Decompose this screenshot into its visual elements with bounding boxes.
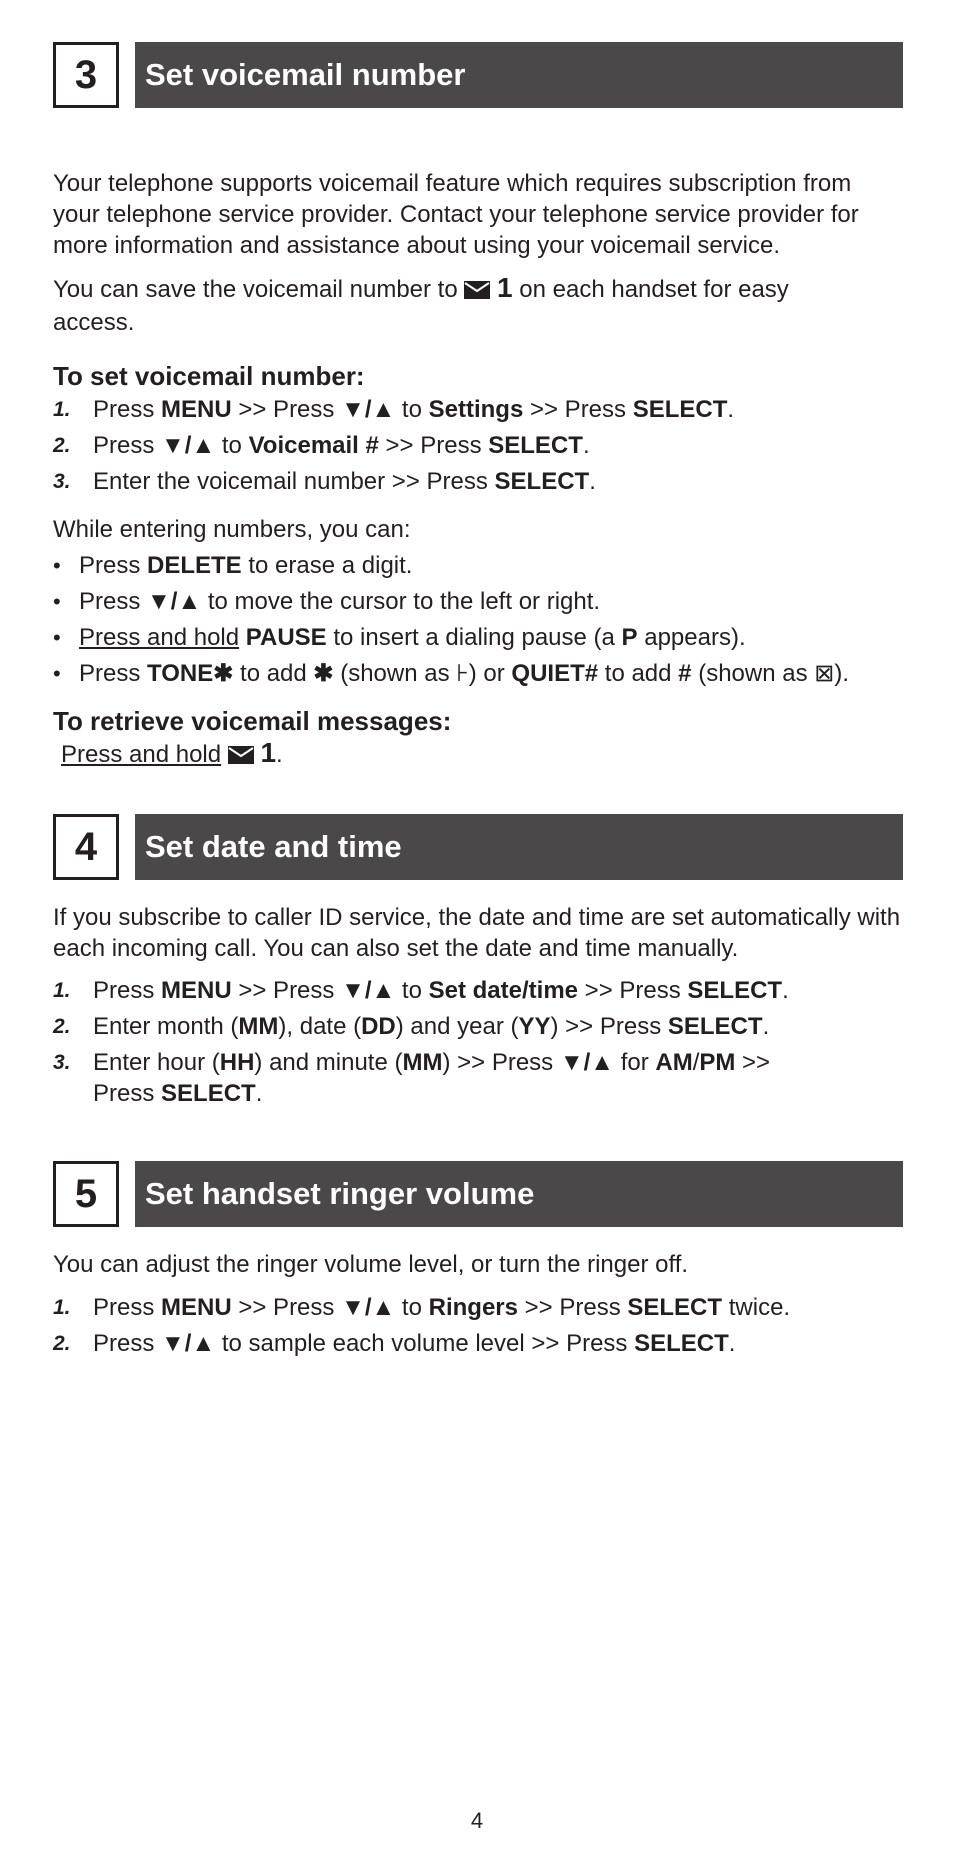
section-header <box>53 814 903 882</box>
text-span: to <box>395 396 429 423</box>
text-span: twice. <box>722 1294 791 1321</box>
key-label: HH <box>219 1049 255 1076</box>
step-number: 1. <box>53 1296 71 1319</box>
ringer-steps <box>53 1292 903 1359</box>
text-span: appears). <box>637 624 746 651</box>
key-label: AM <box>655 1049 693 1076</box>
step-number: 2. <box>53 1015 71 1038</box>
menu-label: Voicemail # <box>248 432 379 459</box>
step-number: 2. <box>53 1332 71 1355</box>
key-label: QUIET# <box>511 660 599 687</box>
key-1: 1 <box>497 272 513 303</box>
key-label: MM <box>238 1013 279 1040</box>
key-label: TONE✱ <box>147 660 234 687</box>
nav-keys-label: ▼/▲ <box>147 588 202 615</box>
section-number-box: 4 <box>53 814 119 880</box>
list-item <box>53 1047 813 1109</box>
section-header <box>53 42 903 110</box>
envelope-icon <box>464 276 490 307</box>
list-item <box>53 975 903 1006</box>
key-label: SELECT <box>494 468 590 495</box>
list-item <box>53 1292 903 1323</box>
text-span: / <box>692 1049 700 1076</box>
text-span: to <box>215 432 249 459</box>
key-label: DD <box>361 1013 396 1040</box>
entry-tips-list <box>53 550 903 689</box>
text-span: Enter hour ( <box>93 1049 220 1076</box>
text-span: . <box>582 432 590 459</box>
text-span: >> Press <box>378 432 489 459</box>
text-span: . <box>276 741 283 768</box>
text-span: Press <box>93 432 162 459</box>
text-span: to add <box>233 660 314 687</box>
text-span: >> Press <box>231 396 342 423</box>
text-span: . <box>782 977 789 1004</box>
step-number: 3. <box>53 470 71 493</box>
nav-keys-label: ▼/▲ <box>341 977 396 1004</box>
key-label: PAUSE <box>245 624 327 651</box>
bullet-icon: • <box>53 553 61 578</box>
key-label: PM <box>699 1049 736 1076</box>
intro-paragraph: If you subscribe to caller ID service, the date and time are set automatically with each incoming call. You can also set the date and time manually. <box>53 904 901 962</box>
text-span: to erase a digit. <box>241 552 413 579</box>
list-item <box>53 622 903 653</box>
text-span: . <box>589 468 596 495</box>
intro-paragraph: You can adjust the ringer volume level, or turn the ringer off. <box>53 1251 689 1278</box>
text-span: >> Press <box>93 1049 771 1107</box>
section-ringer-volume <box>53 1161 903 1364</box>
voicemail-steps <box>53 394 903 497</box>
key-label: MM <box>402 1049 443 1076</box>
list-item <box>53 586 903 617</box>
text-span: . <box>255 1080 263 1107</box>
key-label: SELECT <box>687 977 783 1004</box>
text-span: . <box>728 1330 736 1357</box>
menu-label: Ringers <box>428 1294 518 1321</box>
text-span: ) and minute ( <box>254 1049 403 1076</box>
bullet-icon: • <box>53 625 61 650</box>
text-span: >> Press <box>517 1294 628 1321</box>
text-span: Press <box>79 552 148 579</box>
step-number: 3. <box>53 1051 71 1074</box>
section-title: Set voicemail number <box>135 42 903 108</box>
key-1: 1 <box>260 737 277 768</box>
intro-paragraph: Your telephone supports voicemail feature which requires subscription from your telephone service provider. Contact your telephone service provider for more information and assistance about using your voicemail service. <box>53 170 859 259</box>
key-label: ✱ <box>313 660 334 687</box>
key-label: P <box>621 624 638 651</box>
key-label: MENU <box>161 1294 232 1321</box>
text-span: Press <box>79 588 148 615</box>
text-span: You can save the voicemail number to <box>53 276 465 303</box>
list-item <box>53 1328 903 1359</box>
text-span: >> Press <box>523 396 633 423</box>
text-span: Press <box>79 660 148 687</box>
key-label: SELECT <box>627 1294 723 1321</box>
nav-keys-label: ▼/▲ <box>161 1330 216 1357</box>
envelope-icon <box>228 741 254 772</box>
key-label: # <box>678 660 692 687</box>
text-span: to move the cursor to the left or right. <box>201 588 601 615</box>
text-span: Enter the voicemail number >> Press <box>93 468 495 495</box>
text-span: ), date ( <box>278 1013 362 1040</box>
subheading-retrieve: To retrieve voicemail messages: <box>53 706 452 736</box>
section-number-box: 5 <box>53 1161 119 1227</box>
while-entering-text: While entering numbers, you can: <box>53 516 411 543</box>
page-number: 4 <box>470 1808 484 1833</box>
date-time-steps <box>53 975 903 1109</box>
underlined-text: Press and hold <box>61 741 222 768</box>
text-span: to <box>395 1294 429 1321</box>
list-item <box>53 550 903 581</box>
section-date-time <box>53 814 903 1114</box>
section-title: Set handset ringer volume <box>135 1161 903 1227</box>
text-span: (shown as ⊦) or <box>333 660 512 687</box>
text-span: to add <box>598 660 679 687</box>
key-label: SELECT <box>667 1013 763 1040</box>
section-number-box: 3 <box>53 42 119 108</box>
text-span: >> Press <box>231 1294 342 1321</box>
text-span: >> Press <box>578 977 688 1004</box>
text-span: to sample each volume level >> Press <box>215 1330 635 1357</box>
key-label: YY <box>518 1013 551 1040</box>
text-span: >> Press <box>231 977 342 1004</box>
key-label: MENU <box>161 396 232 423</box>
text-span: for <box>614 1049 656 1076</box>
text-span: to insert a dialing pause (a <box>326 624 622 651</box>
section-header <box>53 1161 903 1229</box>
section-voicemail <box>53 42 903 772</box>
text-span: Press <box>93 1330 162 1357</box>
key-label: SELECT <box>632 396 728 423</box>
list-item <box>53 1011 903 1042</box>
text-span: ) >> Press <box>442 1049 560 1076</box>
nav-keys-label: ▼/▲ <box>341 1294 396 1321</box>
text-span: (shown as ⊠). <box>691 660 850 687</box>
key-label: SELECT <box>634 1330 729 1357</box>
text-span: ) >> Press <box>550 1013 668 1040</box>
text-span <box>239 624 246 651</box>
nav-keys-label: ▼/▲ <box>559 1049 615 1076</box>
underlined-text: Press and hold <box>79 624 240 651</box>
text-span: Press <box>93 1294 162 1321</box>
subheading-set-voicemail: To set voicemail number: <box>53 361 365 391</box>
nav-keys-label: ▼/▲ <box>161 432 216 459</box>
nav-keys-label: ▼/▲ <box>341 396 396 423</box>
text-span: Press <box>93 396 162 423</box>
text-span: to <box>395 977 429 1004</box>
bullet-icon: • <box>53 589 61 614</box>
step-number: 1. <box>53 398 71 421</box>
save-paragraph <box>53 272 813 338</box>
bullet-icon: • <box>53 661 61 686</box>
text-span: ) and year ( <box>395 1013 519 1040</box>
text-span: Enter month ( <box>93 1013 239 1040</box>
list-item <box>53 394 903 425</box>
section-title: Set date and time <box>135 814 903 880</box>
key-label: SELECT <box>488 432 583 459</box>
list-item <box>53 430 903 461</box>
list-item <box>53 658 903 689</box>
step-number: 1. <box>53 979 71 1002</box>
text-span: . <box>727 396 735 423</box>
list-item <box>53 466 903 497</box>
menu-label: Set date/time <box>428 977 579 1004</box>
key-label: DELETE <box>147 552 242 579</box>
retrieve-instruction <box>53 737 903 772</box>
key-label: MENU <box>161 977 232 1004</box>
key-label: SELECT <box>161 1080 256 1107</box>
menu-label: Settings <box>428 396 524 423</box>
text-span: on each handset for easy access. <box>53 276 789 336</box>
text-span: . <box>762 1013 770 1040</box>
text-span: Press <box>93 977 162 1004</box>
step-number: 2. <box>53 434 71 457</box>
